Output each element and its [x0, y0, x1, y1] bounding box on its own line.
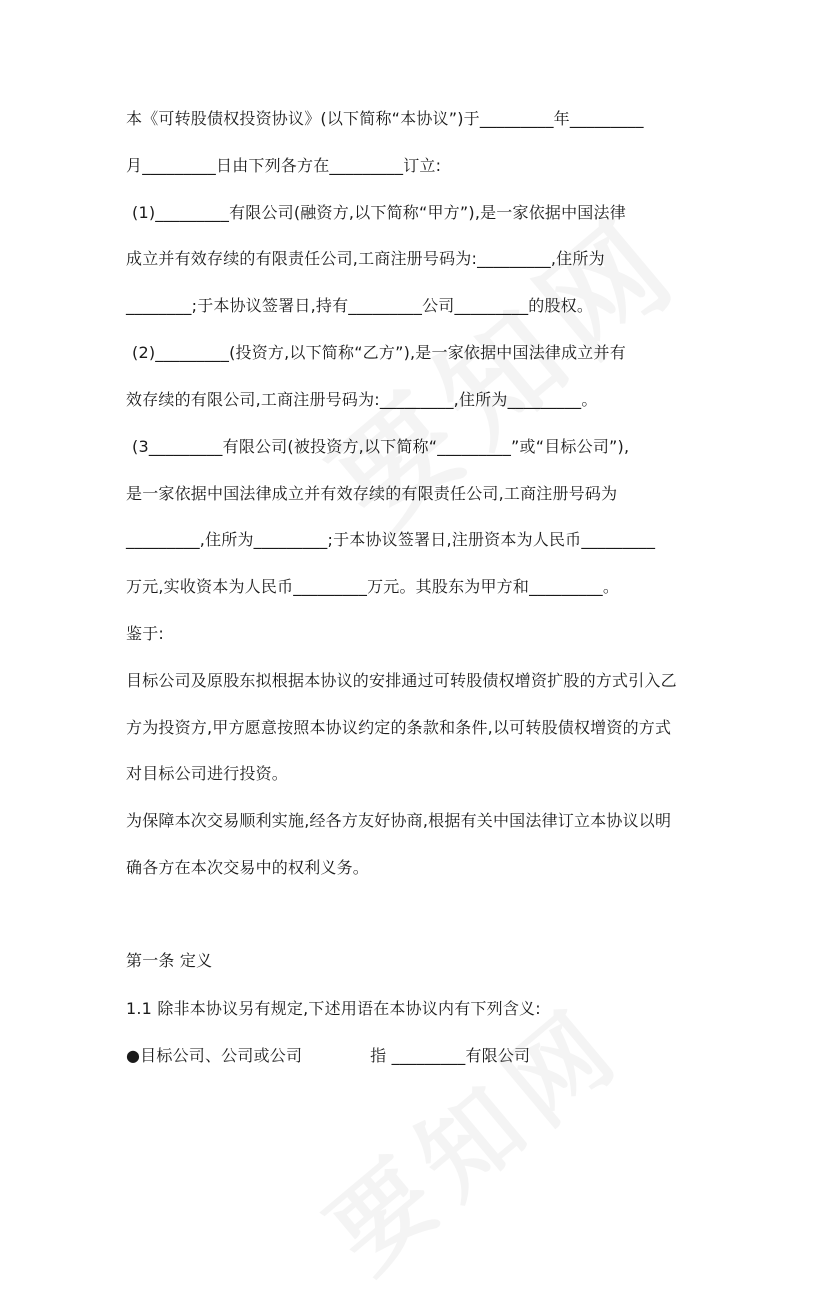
paragraph-line: (3_________有限公司(被投资方,以下简称“_________”或“目标公司”),: [132, 437, 630, 456]
definition-term: 目标公司、公司或公司: [140, 1046, 303, 1065]
paragraph-line: (1)_________有限公司(融资方,以下简称“甲方”),是一家依据中国法律: [132, 203, 626, 222]
definition-row: [126, 1045, 530, 1067]
paragraph-line: 对目标公司进行投资。: [126, 764, 289, 783]
paragraph-line: 万元,实收资本为人民币_________万元。其股东为甲方和_________。: [126, 577, 620, 596]
paragraph-line: _________,住所为_________;于本协议签署日,注册资本为人民币_________: [126, 530, 656, 549]
paragraph-line: 目标公司及原股东拟根据本协议的安排通过可转股债权增资扩股的方式引入乙: [126, 671, 677, 690]
clause-1-1: 1.1 除非本协议另有规定,下述用语在本协议内有下列含义:: [126, 999, 541, 1018]
article-title: 第一条 定义: [126, 951, 213, 970]
definition-meaning: 指 _________有限公司: [370, 1046, 531, 1065]
paragraph-line: 确各方在本次交易中的权利义务。: [126, 858, 370, 877]
bullet-icon: ●: [126, 1046, 141, 1065]
paragraph-line: 是一家依据中国法律成立并有效存续的有限责任公司,工商注册号码为: [126, 484, 618, 503]
paragraph-line: 为保障本次交易顺利实施,经各方友好协商,根据有关中国法律订立本协议以明: [126, 811, 672, 830]
paragraph-line: 本《可转股债权投资协议》(以下简称“本协议”)于_________年_________: [126, 109, 644, 128]
paragraph-line: 效存续的有限公司,工商注册号码为:_________,住所为_________。: [126, 390, 598, 409]
paragraph-line: 月_________日由下列各方在_________订立:: [126, 156, 442, 175]
section-label: 鉴于:: [126, 624, 164, 643]
paragraph-line: (2)_________(投资方,以下简称“乙方”),是一家依据中国法律成立并有: [132, 343, 626, 362]
paragraph-line: 成立并有效存续的有限责任公司,工商注册号码为:_________,住所为: [126, 249, 605, 268]
paragraph-line: 方为投资方,甲方愿意按照本协议约定的条款和条件,以可转股债权增资的方式: [126, 718, 672, 737]
paragraph-line: ________;于本协议签署日,持有_________公司_________的股权。: [126, 296, 594, 315]
